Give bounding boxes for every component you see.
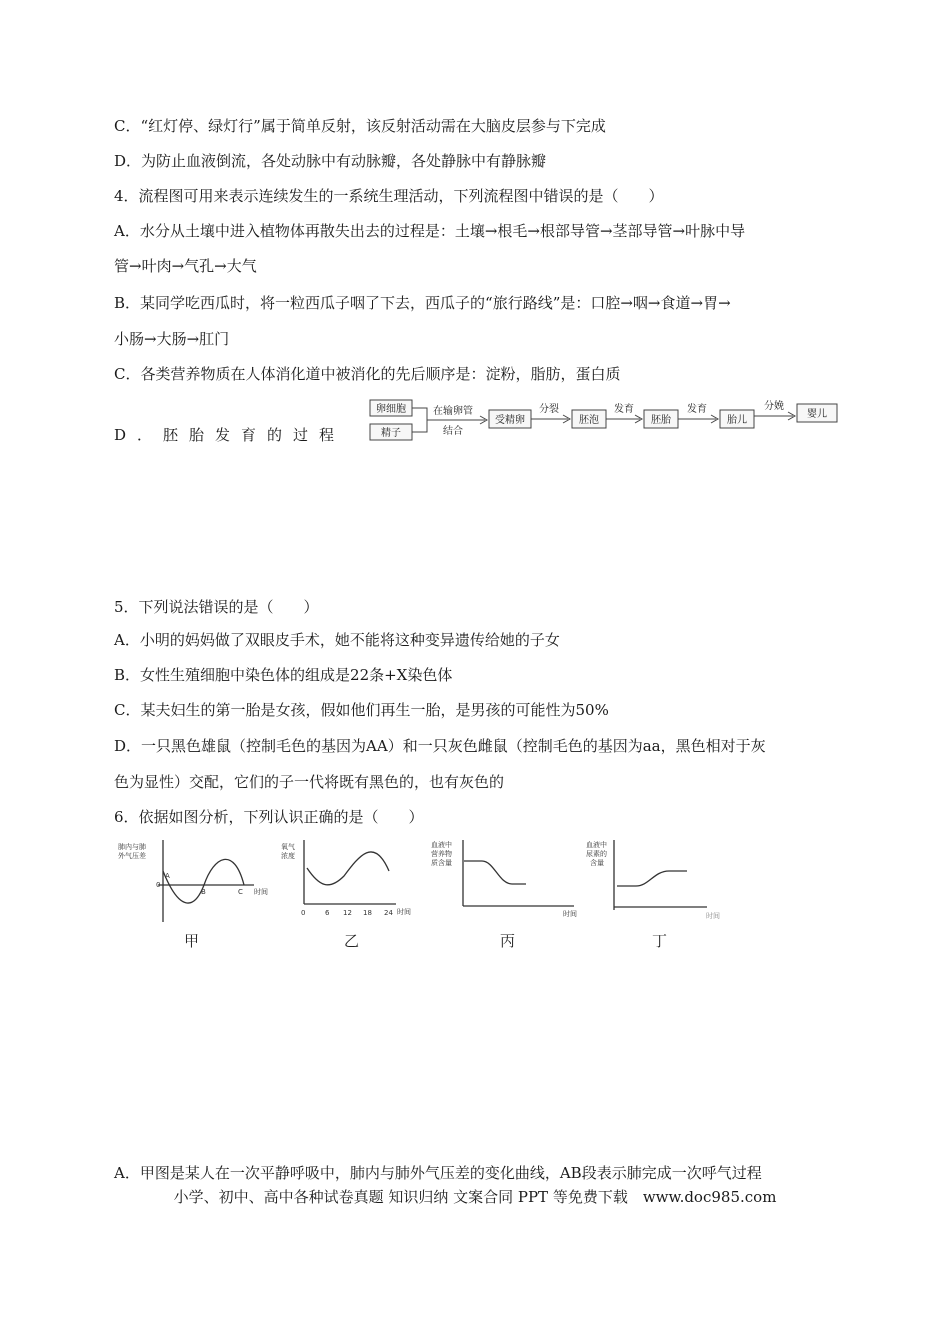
option-d-mice: D．一只黑色雄鼠（控制毛色的基因为AA）和一只灰色雌鼠（控制毛色的基因为aa，黑色相对于灰 xyxy=(114,737,766,755)
option-d-valves: D．为防止血液倒流，各处动脉中有动脉瓣，各处静脉中有静脉瓣 xyxy=(114,152,547,170)
bing-ylabel-2: 营养物 xyxy=(431,850,452,858)
ding-xlabel: 时间 xyxy=(706,912,720,920)
option-c-probability: C．某夫妇生的第一胎是女孩，假如他们再生一胎，是男孩的可能性为50% xyxy=(114,701,609,719)
caption-jia: 甲 xyxy=(184,932,200,950)
egg-label: 卵细胞 xyxy=(376,404,406,415)
jia-point-b: B xyxy=(201,888,206,896)
bing-xlabel: 时间 xyxy=(563,910,577,918)
division-label: 分裂 xyxy=(539,404,559,415)
caption-yi: 乙 xyxy=(344,932,360,950)
ding-curve xyxy=(617,871,687,886)
birth-label: 分娩 xyxy=(764,401,784,412)
ding-ylabel-2: 尿素的 xyxy=(586,850,607,858)
embryo-flowchart xyxy=(367,398,842,442)
bing-ylabel-3: 质含量 xyxy=(431,859,452,867)
caption-bing: 丙 xyxy=(500,932,516,950)
option-b-digest-cont: 小肠→大肠→肛门 xyxy=(114,330,230,348)
option-a-water-cont: 管→叶肉→气孔→大气 xyxy=(114,257,257,275)
four-graphs xyxy=(114,836,734,958)
step1b-label: 结合 xyxy=(443,426,463,437)
option-d-embryo: D．胚胎发育的过程 xyxy=(114,426,346,444)
bing-curve xyxy=(464,861,526,884)
fetus-label: 胎儿 xyxy=(727,415,747,426)
develop2-label: 发育 xyxy=(687,404,707,415)
yi-tick-18: 18 xyxy=(363,909,372,917)
option-b-digest: B．某同学吃西瓜时，将一粒西瓜子咽了下去，西瓜子的“旅行路线”是：口腔→咽→食道→胃→ xyxy=(114,294,731,312)
ding-ylabel-3: 含量 xyxy=(590,859,604,867)
jia-ylabel-2: 外气压差 xyxy=(118,852,146,860)
jia-point-c: C xyxy=(238,888,243,896)
sperm-label: 精子 xyxy=(381,428,401,439)
option-c-nutrients: C．各类营养物质在人体消化道中被消化的先后顺序是：淀粉，脂肪，蛋白质 xyxy=(114,365,621,383)
baby-label: 婴儿 xyxy=(807,409,827,420)
option-a-surgery: A．小明的妈妈做了双眼皮手术，她不能将这种变异遗传给她的子女 xyxy=(114,631,560,649)
jia-ylabel-1: 肺内与肺 xyxy=(118,843,146,851)
step1-label: 在输卵管 xyxy=(433,406,473,417)
develop1-label: 发育 xyxy=(614,404,634,415)
option-a-breathing: A．甲图是某人在一次平静呼吸中，肺内与肺外气压差的变化曲线，AB段表示肺完成一次呼气过程 xyxy=(114,1164,762,1182)
caption-ding: 丁 xyxy=(652,932,668,950)
jia-point-a: A xyxy=(165,872,170,880)
yi-xlabel: 时间 xyxy=(397,908,411,916)
question-4: 4．流程图可用来表示连续发生的一系统生理活动，下列流程图中错误的是（ ） xyxy=(114,187,664,205)
question-5: 5．下列说法错误的是（ ） xyxy=(114,598,319,616)
yi-curve xyxy=(307,852,389,885)
question-6: 6．依据如图分析，下列认识正确的是（ ） xyxy=(114,808,424,826)
jia-curve xyxy=(163,859,244,903)
yi-tick-12: 12 xyxy=(343,909,352,917)
blastocyst-label: 胚泡 xyxy=(579,415,599,426)
bing-ylabel-1: 血液中 xyxy=(431,841,452,849)
yi-ylabel-2: 浓度 xyxy=(281,852,295,860)
option-b-chromosome: B．女性生殖细胞中染色体的组成是22条+X染色体 xyxy=(114,666,453,684)
page-footer: 小学、初中、高中各种试卷真题 知识归纳 文案合同 PPT 等免费下载 www.doc985.com xyxy=(173,1188,777,1206)
zygote-label: 受精卵 xyxy=(495,415,525,426)
jia-zero: 0 xyxy=(156,881,161,889)
jia-xlabel: 时间 xyxy=(254,888,268,896)
ding-ylabel-1: 血液中 xyxy=(586,841,607,849)
yi-ylabel-1: 氧气 xyxy=(281,843,295,851)
yi-tick-0: 0 xyxy=(301,909,306,917)
option-d-mice-cont: 色为显性）交配，它们的子一代将既有黑色的，也有灰色的 xyxy=(114,773,505,791)
yi-tick-6: 6 xyxy=(325,909,330,917)
embryo-label: 胚胎 xyxy=(651,415,671,426)
option-c-reflex: C．“红灯停、绿灯行”属于简单反射，该反射活动需在大脑皮层参与下完成 xyxy=(114,117,606,135)
yi-tick-24: 24 xyxy=(384,909,393,917)
option-a-water: A．水分从土壤中进入植物体再散失出去的过程是：土壤→根毛→根部导管→茎部导管→叶脉中导 xyxy=(114,222,746,240)
